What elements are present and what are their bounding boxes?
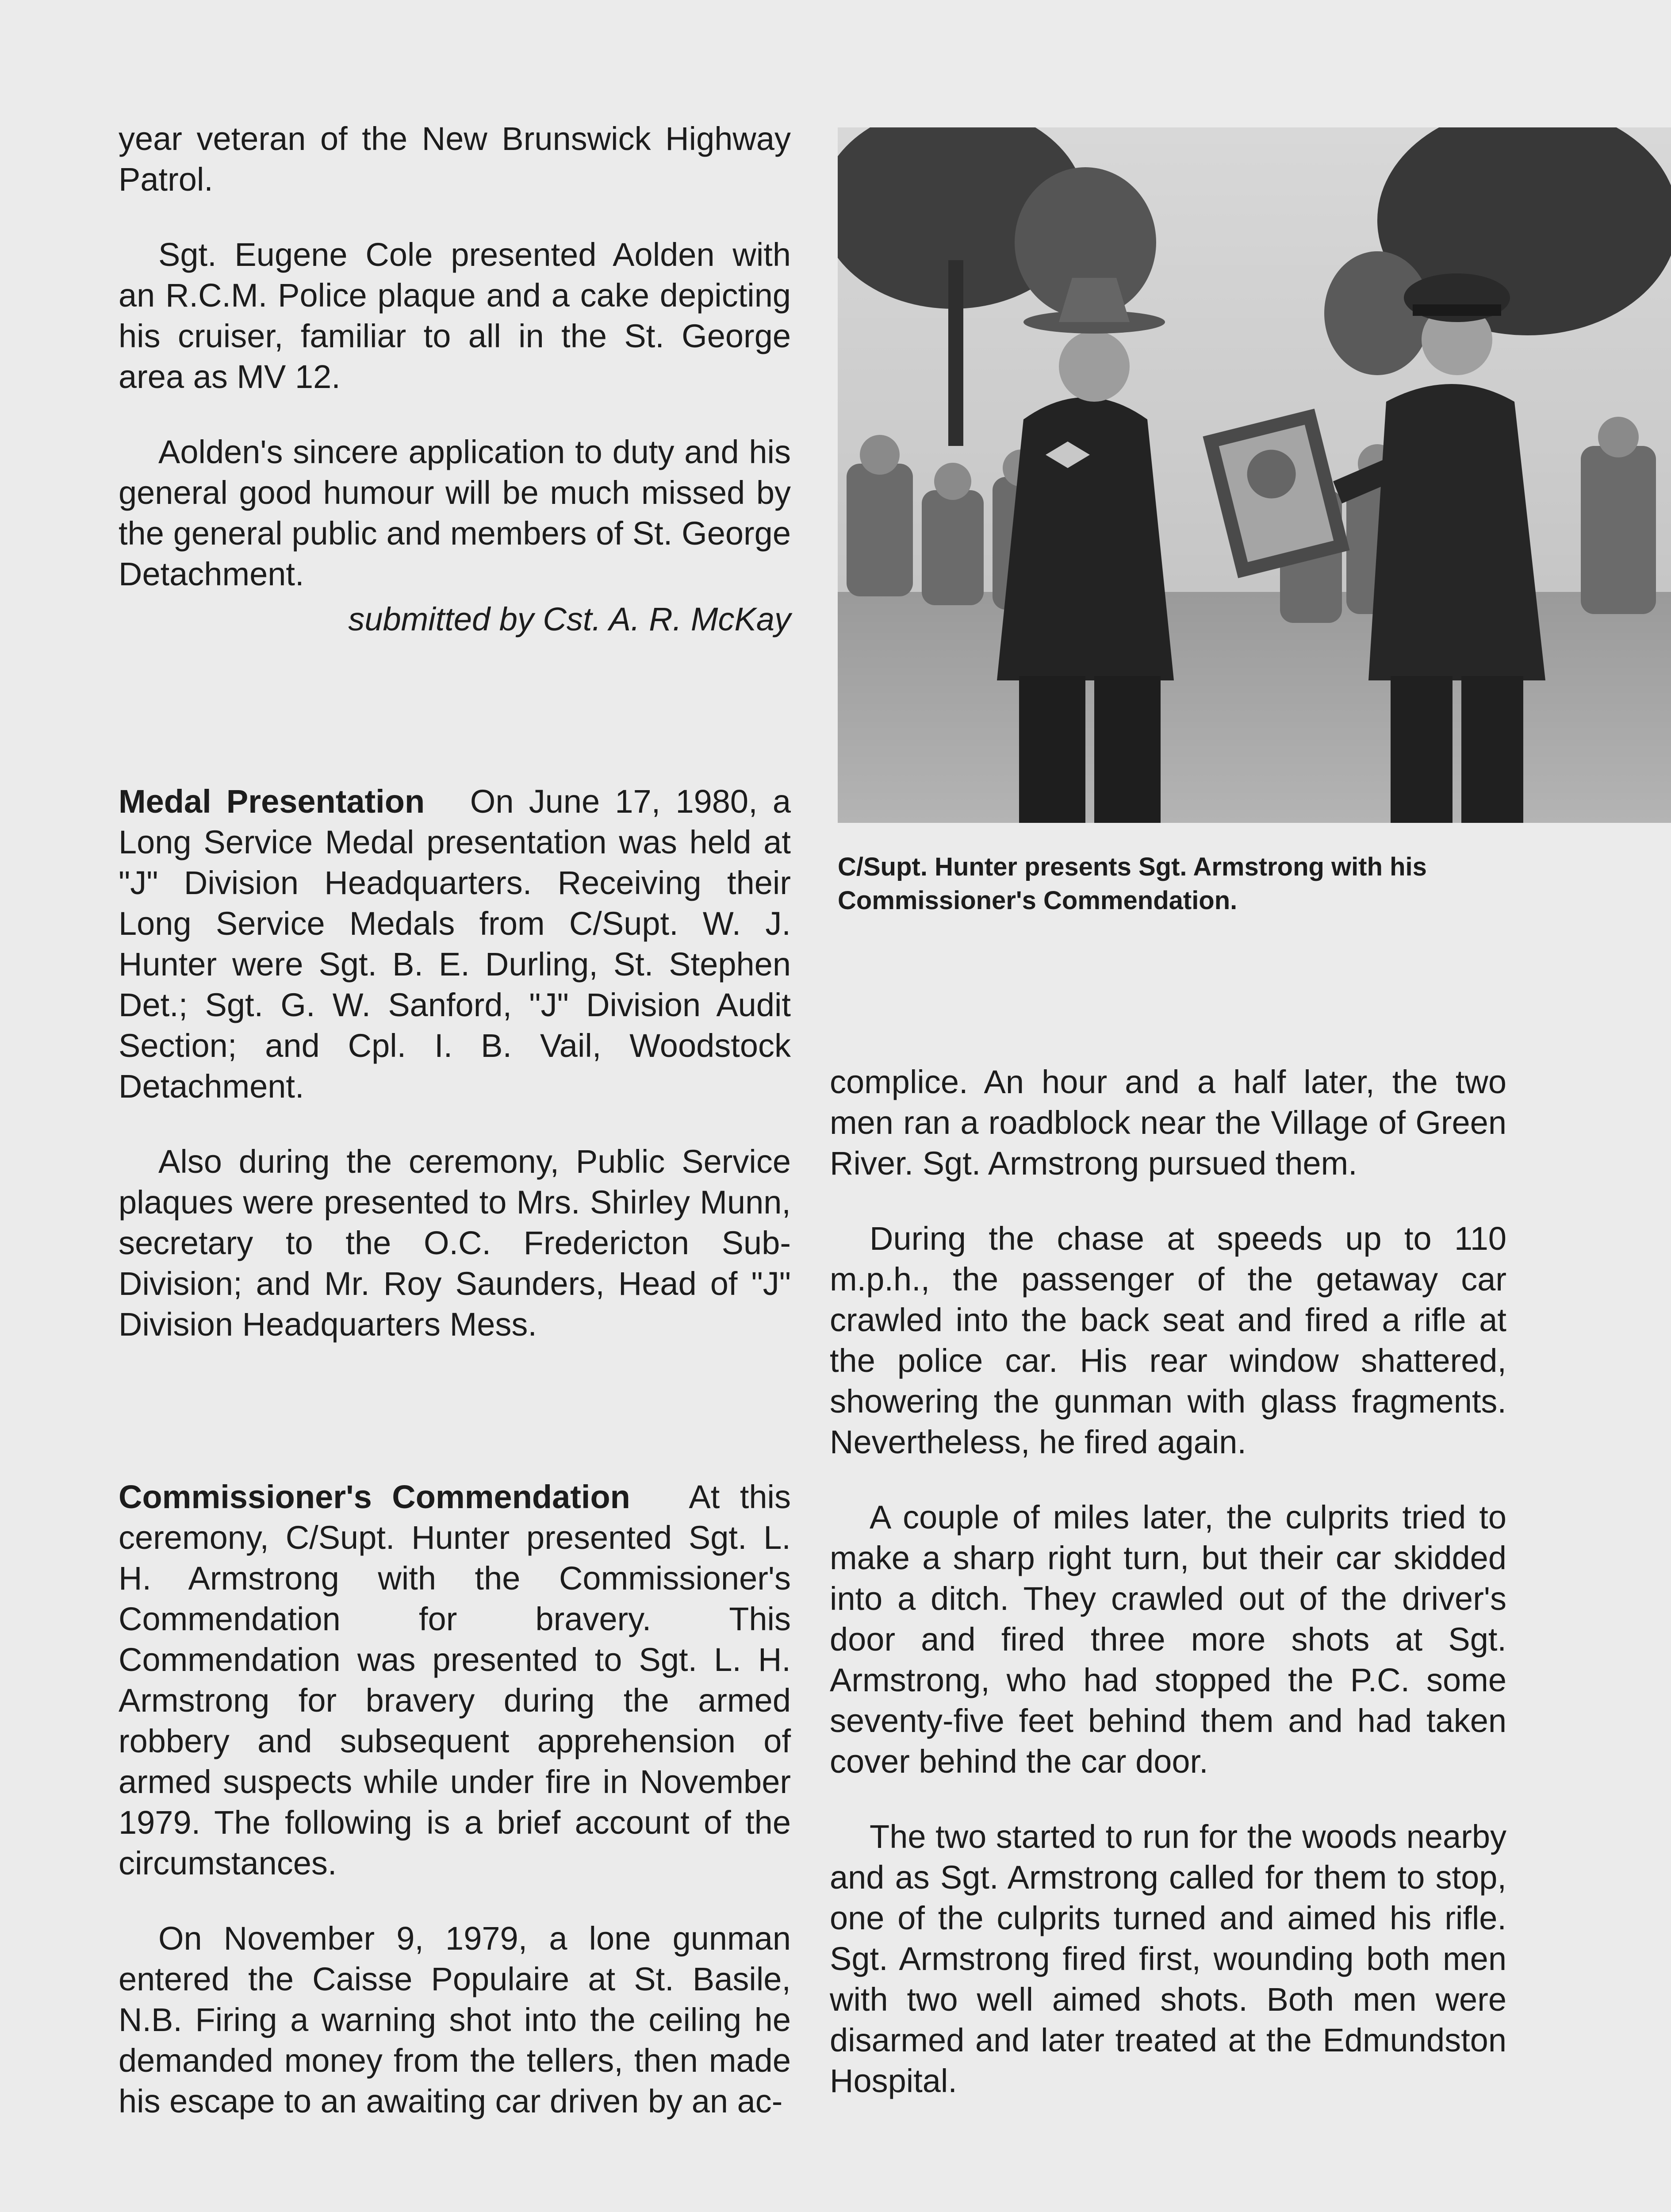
ceremony-photo	[838, 127, 1671, 823]
commendation-text: At this ceremony, C/Supt. Hunter presented Sgt. L. H. Armstrong with the Commissioner's Commendation for bravery. This Commendation was presented to Sgt. L. H. Armstrong for bravery during the armed robbery and subsequent apprehension of armed suspects while under fire in November 1979. The following is a brief account of the circumstances.	[119, 1479, 791, 1882]
right-paragraph-3: A couple of miles later, the culprits tried to make a sharp right turn, but their car skidded into a ditch. They crawled out of the driver's door and fired three more shots at Sgt. Armstrong, who had stopped the P.C. some seventy-five feet behind them and had taken cover behind the car door.	[830, 1499, 1506, 1780]
public-service-paragraph: Also during the ceremony, Public Service plaques were presented to Mrs. Shirley Munn, secretary to the O.C. Fredericton Sub-Division; and Mr. Roy Saunders, Head of "J" Division Headquarters Mess.	[119, 1143, 791, 1343]
right-paragraph-4: The two started to run for the woods nearby and as Sgt. Armstrong called for them to stop, one of the culprits turned and aimed his rifle. Sgt. Armstrong fired first, wounding both men with two well aimed shots. Both men were disarmed and later treated at the Edmundston Hospital.	[830, 1818, 1506, 2099]
intro-paragraph-3: Aolden's sincere application to duty and his general good humour will be much missed by the general public and members of St. George Detachment.	[119, 434, 791, 592]
medal-presentation-heading: Medal Presentation	[119, 783, 425, 820]
right-paragraph-2: During the chase at speeds up to 110 m.p.h., the passenger of the getaway car crawled into the back seat and fired a rifle at the police car. His rear window shattered, showering the gunman with glass fragments. Nevertheless, he fired again.	[830, 1220, 1506, 1460]
section-spacer	[119, 1379, 791, 1477]
photo-caption: C/Supt. Hunter presents Sgt. Armstrong with his Commissioner's Commendation.	[838, 853, 1427, 915]
commendation-paragraph	[119, 1477, 791, 1884]
right-paragraph-1: complice. An hour and a half later, the two men ran a roadblock near the Village of Green River. Sgt. Armstrong pursued them.	[830, 1064, 1506, 1182]
left-column	[119, 119, 791, 2156]
medal-presentation-text: On June 17, 1980, a Long Service Medal presentation was held at "J" Division Headquarters. Receiving their Long Service Medals from C/Supt. W. J. Hunter were Sgt. B. E. Durling, St. Stephen Det.; Sgt. G. W. Sanford, "J" Division Audit Section; and Cpl. I. B. Vail, Woodstock Detachment.	[119, 783, 791, 1105]
right-column	[830, 1062, 1506, 2136]
commendation-heading: Commissioner's Commendation	[119, 1479, 630, 1515]
ceremony-photo-image	[838, 127, 1671, 823]
medal-presentation-paragraph	[119, 781, 791, 1107]
byline: submitted by Cst. A. R. McKay	[348, 601, 791, 637]
intro-paragraph-1: year veteran of the New Brunswick Highway Patrol.	[119, 120, 791, 198]
intro-paragraph-2: Sgt. Eugene Cole presented Aolden with an R.C.M. Police plaque and a cake depicting his cruiser, familiar to all in the St. George area as MV 12.	[119, 236, 791, 395]
robbery-paragraph: On November 9, 1979, a lone gunman entered the Caisse Populaire at St. Basile, N.B. Firing a warning shot into the ceiling he demanded money from the tellers, then made his escape to an awaiting car driven by an ac-	[119, 1920, 791, 2120]
